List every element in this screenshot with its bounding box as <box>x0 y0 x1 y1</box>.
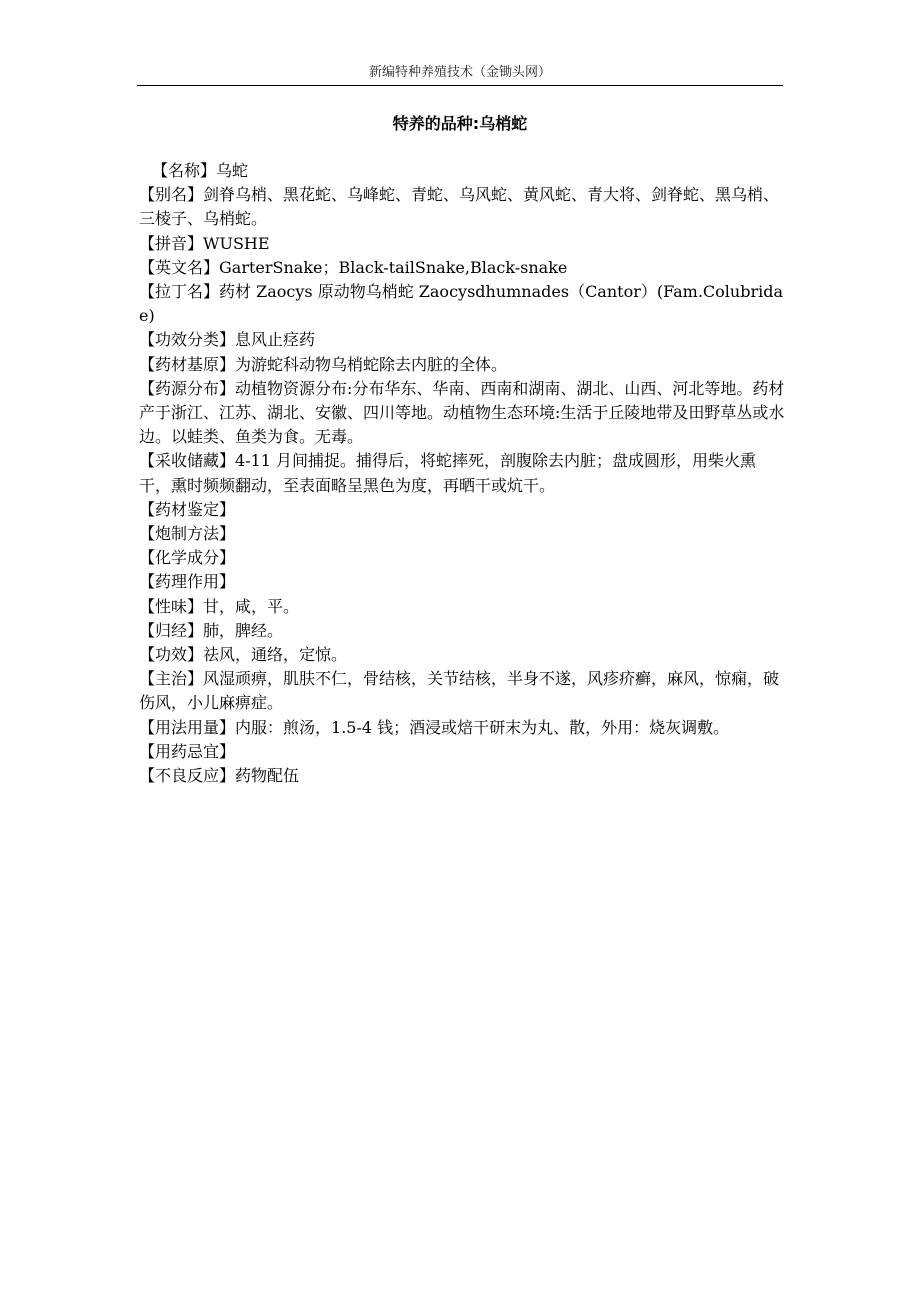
entry-text: 息风止痉药 <box>235 330 316 350</box>
entry-text: 为游蛇科动物乌梢蛇除去内脏的全体。 <box>235 354 508 374</box>
entry-material-origin <box>139 353 785 377</box>
entry-distribution <box>139 377 785 450</box>
entry-text: 剑脊乌梢、黑花蛇、乌峰蛇、青蛇、乌风蛇、黄风蛇、青大将、剑脊蛇、黑乌梢、三棱子、乌梢蛇。 <box>139 185 780 229</box>
entry-label: 【名称】 <box>152 161 217 180</box>
entry-text: 药物配伍 <box>235 766 300 786</box>
entry-processing <box>139 522 785 546</box>
entry-label: 【炮制方法】 <box>139 524 236 544</box>
running-header: 新编特种养殖技术（金锄头网） <box>368 65 551 80</box>
entry-contraindications <box>139 740 785 764</box>
entry-label: 【性味】 <box>139 596 204 616</box>
entry-text: 祛风，通络，定惊。 <box>203 645 348 665</box>
entry-english-name <box>139 256 785 280</box>
entry-text: WUSHE <box>203 233 270 253</box>
entry-meridian <box>139 619 785 643</box>
entry-indications <box>139 667 785 715</box>
entry-label: 【归经】 <box>139 620 204 640</box>
entry-dosage <box>139 716 785 740</box>
entry-label: 【用药忌宜】 <box>139 741 236 761</box>
entry-label: 【采收储藏】 <box>139 451 236 471</box>
entry-label: 【化学成分】 <box>139 548 236 568</box>
entry-label: 【药理作用】 <box>139 572 236 592</box>
entry-pinyin <box>139 232 785 256</box>
entry-label: 【药源分布】 <box>139 378 236 398</box>
entry-label: 【药材鉴定】 <box>139 499 236 519</box>
entry-label: 【主治】 <box>139 669 204 689</box>
entry-efficacy-class <box>139 328 785 352</box>
entry-label: 【不良反应】 <box>139 766 236 786</box>
entry-label: 【功效分类】 <box>139 330 236 350</box>
entry-latin-name <box>139 280 785 328</box>
entry-label: 【拉丁名】 <box>139 282 220 302</box>
entry-label: 【英文名】 <box>139 257 220 277</box>
document-body <box>139 159 785 788</box>
document-title: 特养的品种:乌梢蛇 <box>392 114 528 133</box>
entry-label: 【用法用量】 <box>139 717 236 737</box>
entry-text: 肺，脾经。 <box>203 620 284 640</box>
entry-harvest-storage <box>139 449 785 497</box>
entry-efficacy <box>139 643 785 667</box>
entry-text: 内服：煎汤，1.5-4 钱；酒浸或焙干研末为丸、散，外用：烧灰调敷。 <box>235 717 730 737</box>
entry-pharmacology <box>139 570 785 594</box>
entry-text: 药材 Zaocys 原动物乌梢蛇 Zaocysdhumnades（Cantor）(Fam.Colubridae) <box>139 282 784 326</box>
entry-nature-taste <box>139 595 785 619</box>
entry-label: 【别名】 <box>139 185 204 205</box>
entry-name <box>139 159 785 183</box>
entry-label: 【功效】 <box>139 645 204 665</box>
entry-label: 【药材基原】 <box>139 354 236 374</box>
entry-text: 风湿顽痹，肌肤不仁，骨结核，关节结核，半身不遂，风疹疥癣，麻风，惊痫，破伤风，小儿麻痹症。 <box>139 669 780 713</box>
entry-adverse-reactions <box>139 764 785 788</box>
entry-text: 甘，咸，平。 <box>203 596 300 616</box>
entry-label: 【拼音】 <box>139 233 204 253</box>
entry-text: GarterSnake；Black-tailSnake,Black-snake <box>219 257 568 277</box>
entry-text: 动植物资源分布:分布华东、华南、西南和湖南、湖北、山西、河北等地。药材产于浙江、江苏、湖北、安徽、四川等地。动植物生态环境:生活于丘陵地带及田野草丛或水边。以蛙类、鱼类为食。无毒。 <box>139 378 785 447</box>
entry-chemistry <box>139 546 785 570</box>
header-rule <box>137 85 783 86</box>
entry-identification <box>139 498 785 522</box>
entry-text: 乌蛇 <box>216 161 249 180</box>
entry-alias <box>139 183 785 231</box>
entry-text: 4-11 月间捕捉。捕得后，将蛇摔死，剖腹除去内脏；盘成圆形，用柴火熏干，熏时频频翻动，至表面略呈黑色为度，再晒干或炕干。 <box>139 451 757 495</box>
